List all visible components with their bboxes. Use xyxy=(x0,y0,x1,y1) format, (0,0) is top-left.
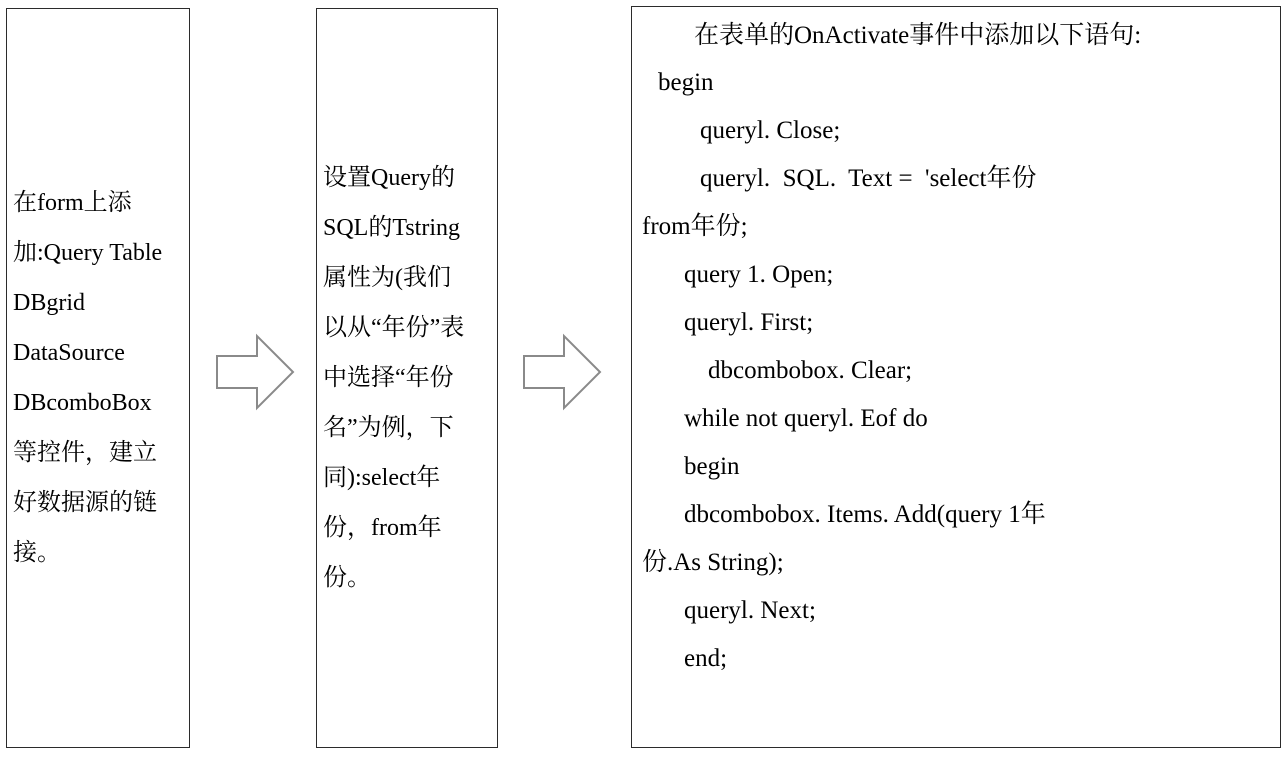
step-2-line: 份，from年 xyxy=(323,515,442,541)
step-2-line: 名”为例，下 xyxy=(323,415,454,441)
step-3-line: dbcombobox. Clear; xyxy=(708,357,913,384)
step-2-line: 设置Query的 xyxy=(323,165,455,191)
step-1-line: 接。 xyxy=(13,540,61,566)
step-3-line: query 1. Open; xyxy=(684,261,834,288)
step-2-line: 中选择“年份 xyxy=(323,365,454,391)
flow-step-2-box xyxy=(316,8,498,748)
step-3-line: while not queryl. Eof do xyxy=(684,405,928,432)
step-3-line: 在表单的OnActivate事件中添加以下语句: xyxy=(694,22,1142,49)
flow-step-1-box xyxy=(6,8,190,748)
step-3-line: queryl. Close; xyxy=(700,117,841,144)
step-3-line: from年份; xyxy=(642,213,748,240)
step-1-line: DataSource xyxy=(13,340,125,366)
step-2-line: 份。 xyxy=(323,565,371,591)
arrow-right-icon xyxy=(213,330,297,414)
step-2-line: SQL的Tstring xyxy=(323,215,460,241)
step-1-line: DBcomboBox xyxy=(13,390,152,416)
step-3-line: 份.As String); xyxy=(642,549,784,576)
step-1-line: 在form上添 xyxy=(13,190,132,216)
step-3-line: end; xyxy=(684,645,728,672)
step-2-line: 属性为(我们 xyxy=(323,265,451,291)
step-3-line: begin xyxy=(658,69,714,96)
step-2-line: 同):select年 xyxy=(323,465,441,491)
step-2-line: 以从“年份”表 xyxy=(323,315,465,341)
step-1-line: 好数据源的链 xyxy=(13,490,157,516)
arrow-right-icon xyxy=(520,330,604,414)
step-3-line: queryl. Next; xyxy=(684,597,816,624)
step-1-line: 等控件，建立 xyxy=(13,440,157,466)
step-1-line: DBgrid xyxy=(13,290,85,316)
step-3-line: dbcombobox. Items. Add(query 1年 xyxy=(684,501,1046,528)
flow-step-3-box xyxy=(631,6,1281,748)
step-3-line: begin xyxy=(684,453,740,480)
step-1-line: 加:Query Table xyxy=(13,240,163,266)
step-3-line: queryl. First; xyxy=(684,309,814,336)
step-3-line: queryl. SQL. Text = 'select年份 xyxy=(700,165,1037,192)
